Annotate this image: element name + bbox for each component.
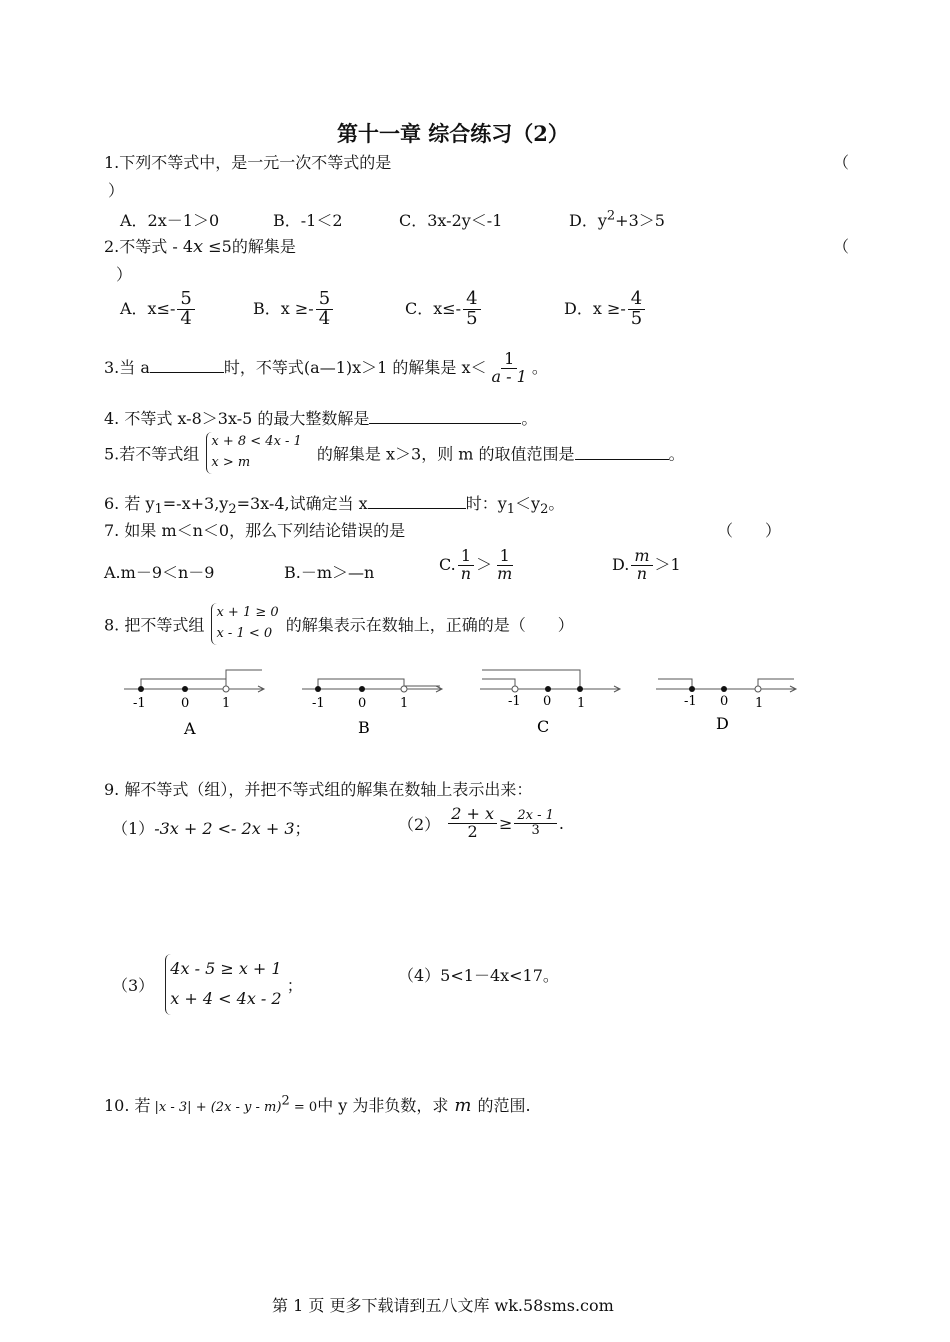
q2-option-d: D．x ≥- $\frac{4}{5}$ [564,290,647,329]
number-line-a [124,670,264,738]
option-d-label: D [716,714,729,733]
q1-option-a: A．2x－1＞0 [120,211,220,230]
number-line-c [480,670,620,736]
q6-line: 6. 若 $y_1=-x+3,y_2=3x-4$,试确定当 x 时：$y_1<y_2$。 [104,494,565,518]
q4-line: 4. 不等式 x-8＞3x-5 的最大整数解是 。 [104,409,538,428]
option-a-label: A [184,719,196,738]
q2-paren-left: （ [833,237,850,256]
q1-paren-right: ） [108,181,125,200]
number-line-b [302,679,442,737]
number-line-d [656,679,796,733]
svg-text:1: 1 [222,696,231,711]
q1-option-b: B．-1＜2 [273,211,343,230]
svg-text:0: 0 [543,694,552,709]
q8-line: 8. 把不等式组 x + 1 ≥ 0 x - 1 < 0 的解集表示在数轴上，正确的是（ ） [104,603,574,645]
svg-text:1: 1 [755,696,764,711]
q2-stem: 2.不等式 - 4x ≤5的解集是 [104,236,296,257]
svg-text:1: 1 [400,696,409,711]
svg-text:0: 0 [720,694,729,709]
q7-option-c: C. $\frac{1}{n}$ ＞ $\frac{1}{m}$ [439,546,513,583]
svg-text:0: 0 [358,696,367,711]
q9-part4: （4）5<1－4x<17。 [398,966,559,985]
q5-line: 5.若不等式组 x + 8 < 4x - 1 x > m 的解集是 x＞3，则 m 的取值范围是 。 [104,432,685,474]
svg-text:0: 0 [181,696,190,711]
svg-text:-1: -1 [508,694,521,709]
q1-option-d: D．$y^2+3>5$ [569,208,665,230]
q7-option-a: A.m－9＜n－9 [104,563,215,582]
q9-part3: （3） 4x - 5 ≥ x + 1 x + 4 < 4x - 2 ； [112,954,303,1015]
q7-option-d: D. $\frac{m}{n}$ ＞1 [612,546,681,583]
q1-option-c: C．3x-2y＜-1 [399,211,503,230]
option-b-label: B [358,718,370,737]
option-c-label: C [537,717,550,736]
svg-text:1: 1 [577,696,586,711]
q2-option-b: B．x ≥- $\frac{5}{4}$ [253,290,335,329]
q9-part2: （2） $\frac{2 + x}{2}$ ≥ $\frac{2x - 1}{3}$ . [398,804,564,841]
q10-line: 10. 若 |x - 3| + (2x - y - m)$^2$ = 0中 y 为非负数，求 m 的范围. [104,1093,531,1116]
q1-paren-left: （ [833,153,850,172]
q7-stem: 7. 如果 m＜n＜0，那么下列结论错误的是 [104,521,406,540]
q1-stem: 1.下列不等式中，是一元一次不等式的是 [104,153,392,172]
q2-option-a: A．x≤- $\frac{5}{4}$ [120,290,197,329]
q8-number-lines [0,660,950,750]
svg-text:-1: -1 [312,696,325,711]
q7-paren: （ ） [717,521,782,540]
svg-text:-1: -1 [684,694,697,709]
q7-option-b: B.－m＞—n [284,563,375,582]
svg-text:-1: -1 [133,696,146,711]
q9-part1: （1）-3x + 2 <- 2x + 3； [112,819,311,838]
page-title: 第十一章 综合练习（2） [337,121,569,146]
page-footer: 第 1 页 更多下载请到五八文库 wk.58sms.com [272,1296,614,1315]
q2-paren-right: ） [116,265,133,284]
q3-line: 3.当 a 时，不等式(a—1)x＞1 的解集是 x＜ $\frac{1}{a - 1}$ 。 [104,349,548,386]
q9-stem: 9. 解不等式（组），并把不等式组的解集在数轴上表示出来： [104,780,533,799]
q2-option-c: C．x≤- $\frac{4}{5}$ [405,290,483,329]
